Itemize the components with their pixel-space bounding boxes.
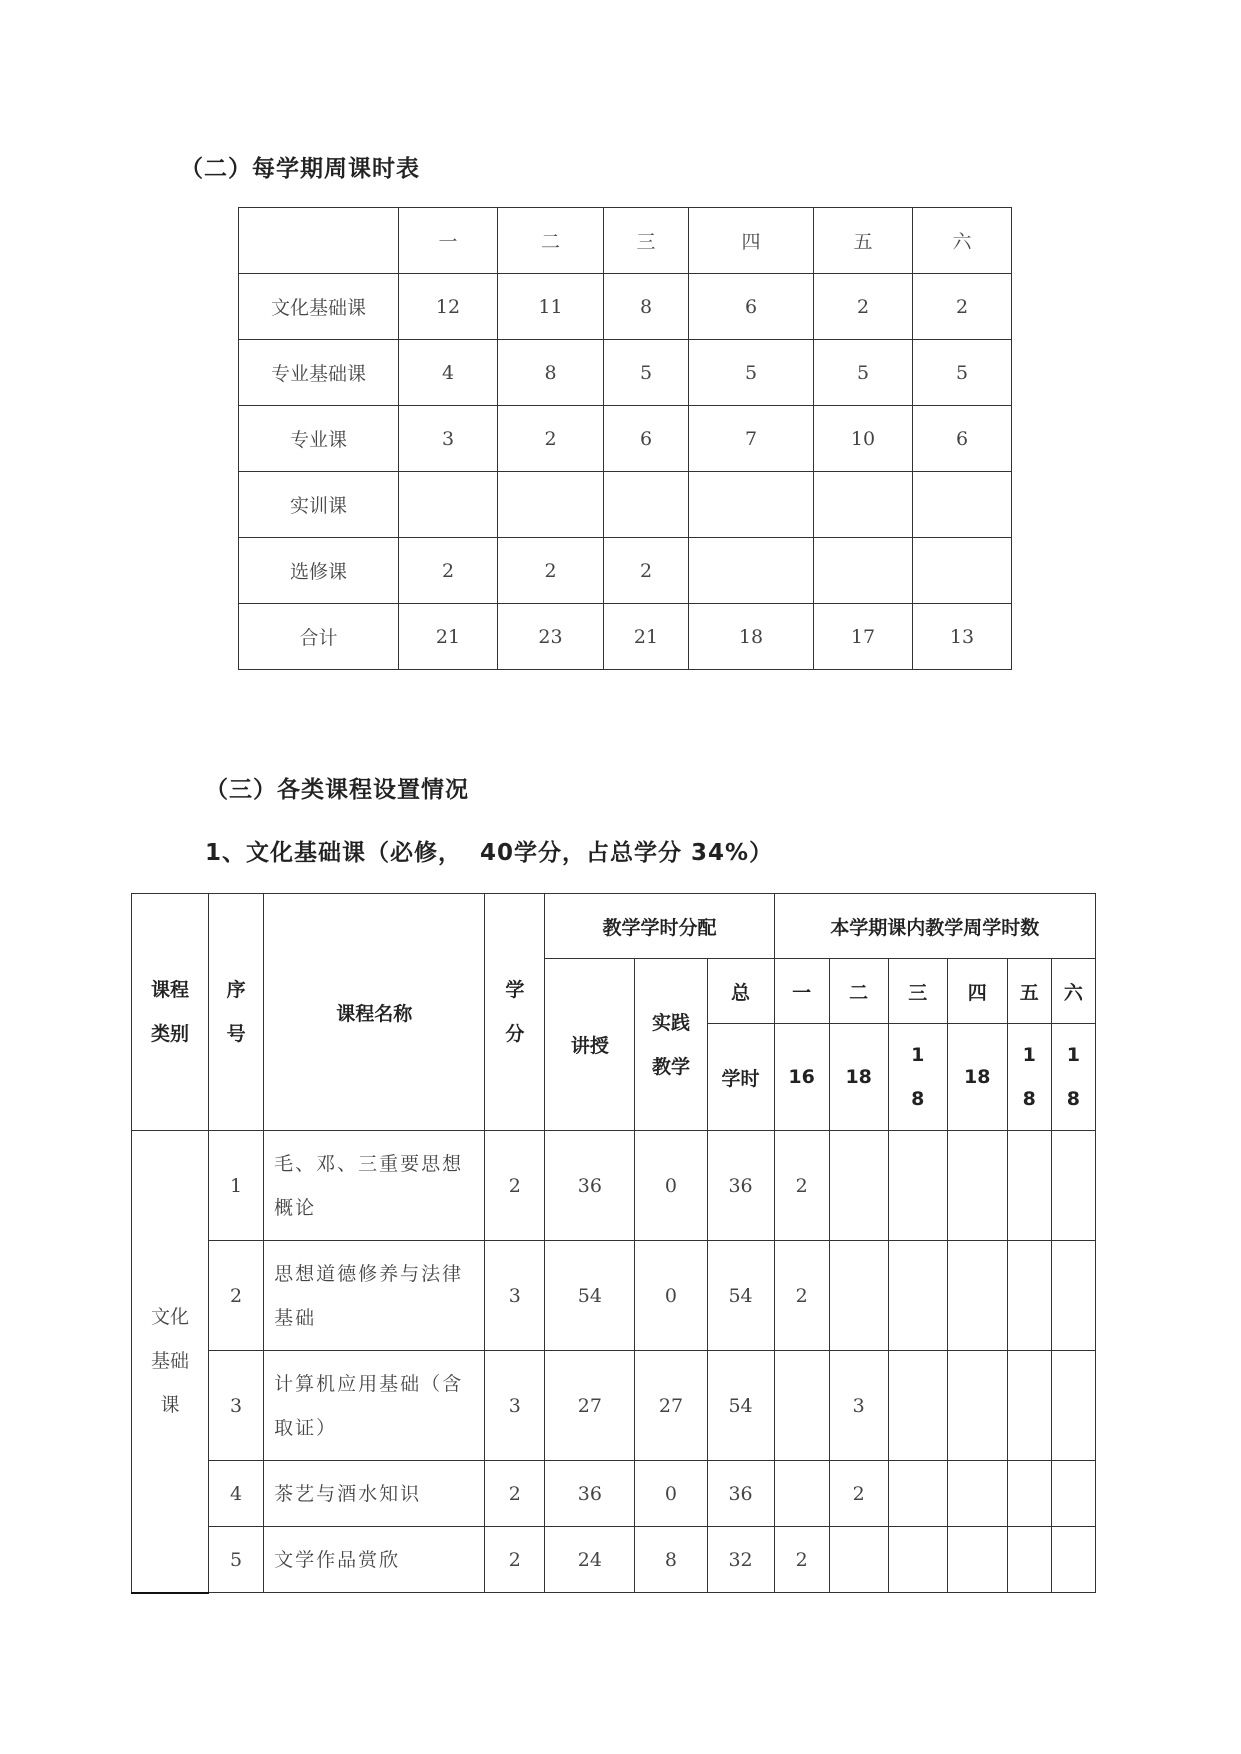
seq-header-text: 序号 bbox=[226, 979, 246, 1045]
course-table bbox=[131, 893, 1096, 1594]
weekly-cell bbox=[947, 1131, 1007, 1241]
credit-cell: 2 bbox=[485, 1131, 545, 1241]
cell: 21 bbox=[604, 604, 689, 670]
table-row bbox=[239, 340, 1012, 406]
weeks-cell-text: 18 bbox=[1066, 1044, 1081, 1110]
weekly-cell bbox=[888, 1241, 947, 1351]
practice-cell: 0 bbox=[635, 1131, 707, 1241]
weekly-group-header: 本学期课内教学周学时数 bbox=[774, 894, 1095, 959]
credit-cell: 3 bbox=[485, 1241, 545, 1351]
practice-header bbox=[635, 959, 707, 1131]
practice-cell: 8 bbox=[635, 1527, 707, 1593]
lecture-cell: 36 bbox=[545, 1461, 635, 1527]
semester-header: 三 bbox=[604, 208, 689, 274]
cell: 18 bbox=[689, 604, 814, 670]
corner-cell bbox=[239, 208, 399, 274]
cell: 11 bbox=[498, 274, 604, 340]
course-name: 毛、邓、三重要思想概论 bbox=[264, 1131, 485, 1241]
table-header-row bbox=[239, 208, 1012, 274]
practice-cell: 27 bbox=[635, 1351, 707, 1461]
row-label: 选修课 bbox=[239, 538, 399, 604]
weeks-cell bbox=[888, 1024, 947, 1131]
cell bbox=[689, 472, 814, 538]
semester-header: 五 bbox=[1007, 959, 1051, 1024]
lecture-header: 讲授 bbox=[545, 959, 635, 1131]
cell: 2 bbox=[399, 538, 498, 604]
cell bbox=[814, 538, 913, 604]
seq-header bbox=[209, 894, 264, 1131]
cell bbox=[913, 472, 1012, 538]
weekly-cell bbox=[1007, 1241, 1051, 1351]
row-label: 文化基础课 bbox=[239, 274, 399, 340]
weekly-cell bbox=[1007, 1351, 1051, 1461]
weekly-cell bbox=[947, 1351, 1007, 1461]
weekly-cell bbox=[888, 1527, 947, 1593]
course-name: 思想道德修养与法律基础 bbox=[264, 1241, 485, 1351]
lecture-cell: 27 bbox=[545, 1351, 635, 1461]
semester-header: 二 bbox=[498, 208, 604, 274]
course-name: 茶艺与酒水知识 bbox=[264, 1461, 485, 1527]
table-row bbox=[132, 1241, 1096, 1351]
weekly-cell: 2 bbox=[774, 1241, 829, 1351]
cell: 23 bbox=[498, 604, 604, 670]
lecture-cell: 24 bbox=[545, 1527, 635, 1593]
category-cell bbox=[132, 1131, 209, 1593]
weekly-cell bbox=[1051, 1351, 1095, 1461]
cell: 6 bbox=[913, 406, 1012, 472]
total-cell: 54 bbox=[707, 1241, 774, 1351]
row-label: 专业课 bbox=[239, 406, 399, 472]
semester-header: 六 bbox=[1051, 959, 1095, 1024]
seq-cell: 1 bbox=[209, 1131, 264, 1241]
semester-header: 五 bbox=[814, 208, 913, 274]
weekly-cell bbox=[1007, 1461, 1051, 1527]
cell bbox=[399, 472, 498, 538]
table-row bbox=[239, 472, 1012, 538]
weekly-cell bbox=[829, 1241, 888, 1351]
credit-cell: 2 bbox=[485, 1461, 545, 1527]
weekly-cell bbox=[829, 1131, 888, 1241]
weeks-cell bbox=[1051, 1024, 1095, 1131]
row-label: 实训课 bbox=[239, 472, 399, 538]
weekly-cell: 2 bbox=[774, 1527, 829, 1593]
weekly-cell bbox=[1051, 1461, 1095, 1527]
weekly-cell bbox=[1007, 1131, 1051, 1241]
weekly-cell bbox=[829, 1527, 888, 1593]
practice-cell: 0 bbox=[635, 1461, 707, 1527]
practice-header-text: 实践教学 bbox=[651, 1011, 690, 1078]
weekly-cell: 2 bbox=[774, 1131, 829, 1241]
cell: 17 bbox=[814, 604, 913, 670]
section2-title: （二）每学期周课时表 bbox=[180, 156, 420, 182]
credit-cell: 2 bbox=[485, 1527, 545, 1593]
category-cell-text: 文化基础课 bbox=[151, 1306, 190, 1417]
category-header bbox=[132, 894, 209, 1131]
weekly-cell bbox=[888, 1461, 947, 1527]
cell bbox=[689, 538, 814, 604]
cell: 5 bbox=[604, 340, 689, 406]
cell: 4 bbox=[399, 340, 498, 406]
cell: 5 bbox=[913, 340, 1012, 406]
cell: 2 bbox=[604, 538, 689, 604]
seq-cell: 3 bbox=[209, 1351, 264, 1461]
table-row bbox=[132, 1351, 1096, 1461]
weeks-cell-text: 18 bbox=[1022, 1044, 1036, 1110]
cell: 12 bbox=[399, 274, 498, 340]
cell bbox=[604, 472, 689, 538]
seq-cell: 2 bbox=[209, 1241, 264, 1351]
cell: 6 bbox=[689, 274, 814, 340]
semester-header: 一 bbox=[399, 208, 498, 274]
weekly-cell: 3 bbox=[829, 1351, 888, 1461]
weekly-cell bbox=[888, 1351, 947, 1461]
semester-header: 二 bbox=[829, 959, 888, 1024]
course-name: 文学作品赏欣 bbox=[264, 1527, 485, 1593]
header-row-1 bbox=[132, 894, 1096, 959]
cell bbox=[913, 538, 1012, 604]
total-cell: 32 bbox=[707, 1527, 774, 1593]
total-header-top: 总 bbox=[707, 959, 774, 1024]
seq-cell: 5 bbox=[209, 1527, 264, 1593]
cell: 10 bbox=[814, 406, 913, 472]
semester-header: 六 bbox=[913, 208, 1012, 274]
weekly-cell: 2 bbox=[829, 1461, 888, 1527]
weekly-cell bbox=[947, 1527, 1007, 1593]
table-row bbox=[132, 1527, 1096, 1593]
cell: 7 bbox=[689, 406, 814, 472]
credit-header bbox=[485, 894, 545, 1131]
cell: 2 bbox=[913, 274, 1012, 340]
cell: 2 bbox=[814, 274, 913, 340]
cell: 6 bbox=[604, 406, 689, 472]
table-row-total bbox=[239, 604, 1012, 670]
cell: 13 bbox=[913, 604, 1012, 670]
weekly-cell bbox=[1051, 1527, 1095, 1593]
weeks-cell: 16 bbox=[774, 1024, 829, 1131]
seq-cell: 4 bbox=[209, 1461, 264, 1527]
category-header-text: 课程类别 bbox=[151, 979, 190, 1045]
semester-header: 四 bbox=[689, 208, 814, 274]
table-row bbox=[132, 1461, 1096, 1527]
lecture-cell: 54 bbox=[545, 1241, 635, 1351]
cell: 8 bbox=[498, 340, 604, 406]
course-name: 计算机应用基础（含取证） bbox=[264, 1351, 485, 1461]
row-label: 合计 bbox=[239, 604, 399, 670]
total-header-bottom: 学时 bbox=[707, 1024, 774, 1131]
name-header: 课程名称 bbox=[264, 894, 485, 1131]
weekly-cell bbox=[888, 1131, 947, 1241]
weekly-cell bbox=[774, 1351, 829, 1461]
cell bbox=[814, 472, 913, 538]
section3-subtitle: 1、文化基础课（必修， 40学分，占总学分 34%） bbox=[205, 840, 774, 866]
credit-header-text: 学分 bbox=[505, 979, 525, 1045]
cell: 3 bbox=[399, 406, 498, 472]
weekly-hours-table bbox=[238, 207, 1012, 670]
table-row bbox=[239, 538, 1012, 604]
cell: 5 bbox=[814, 340, 913, 406]
lecture-cell: 36 bbox=[545, 1131, 635, 1241]
section3-title: （三）各类课程设置情况 bbox=[205, 777, 469, 803]
semester-header: 三 bbox=[888, 959, 947, 1024]
total-cell: 54 bbox=[707, 1351, 774, 1461]
weekly-cell bbox=[947, 1241, 1007, 1351]
weeks-cell: 18 bbox=[947, 1024, 1007, 1131]
weekly-cell bbox=[774, 1461, 829, 1527]
weekly-cell bbox=[947, 1461, 1007, 1527]
cell: 2 bbox=[498, 406, 604, 472]
credit-cell: 3 bbox=[485, 1351, 545, 1461]
practice-cell: 0 bbox=[635, 1241, 707, 1351]
cell bbox=[498, 472, 604, 538]
weekly-cell bbox=[1051, 1131, 1095, 1241]
semester-header: 四 bbox=[947, 959, 1007, 1024]
cell: 8 bbox=[604, 274, 689, 340]
table-row bbox=[132, 1131, 1096, 1241]
cell: 2 bbox=[498, 538, 604, 604]
hours-group-header: 教学学时分配 bbox=[545, 894, 774, 959]
cell: 5 bbox=[689, 340, 814, 406]
table-row bbox=[239, 274, 1012, 340]
table-row bbox=[239, 406, 1012, 472]
weeks-cell bbox=[1007, 1024, 1051, 1131]
total-cell: 36 bbox=[707, 1461, 774, 1527]
weeks-cell: 18 bbox=[829, 1024, 888, 1131]
row-label: 专业基础课 bbox=[239, 340, 399, 406]
weeks-cell-text: 18 bbox=[911, 1044, 925, 1110]
semester-header: 一 bbox=[774, 959, 829, 1024]
total-cell: 36 bbox=[707, 1131, 774, 1241]
cell: 21 bbox=[399, 604, 498, 670]
weekly-cell bbox=[1051, 1241, 1095, 1351]
weekly-cell bbox=[1007, 1527, 1051, 1593]
